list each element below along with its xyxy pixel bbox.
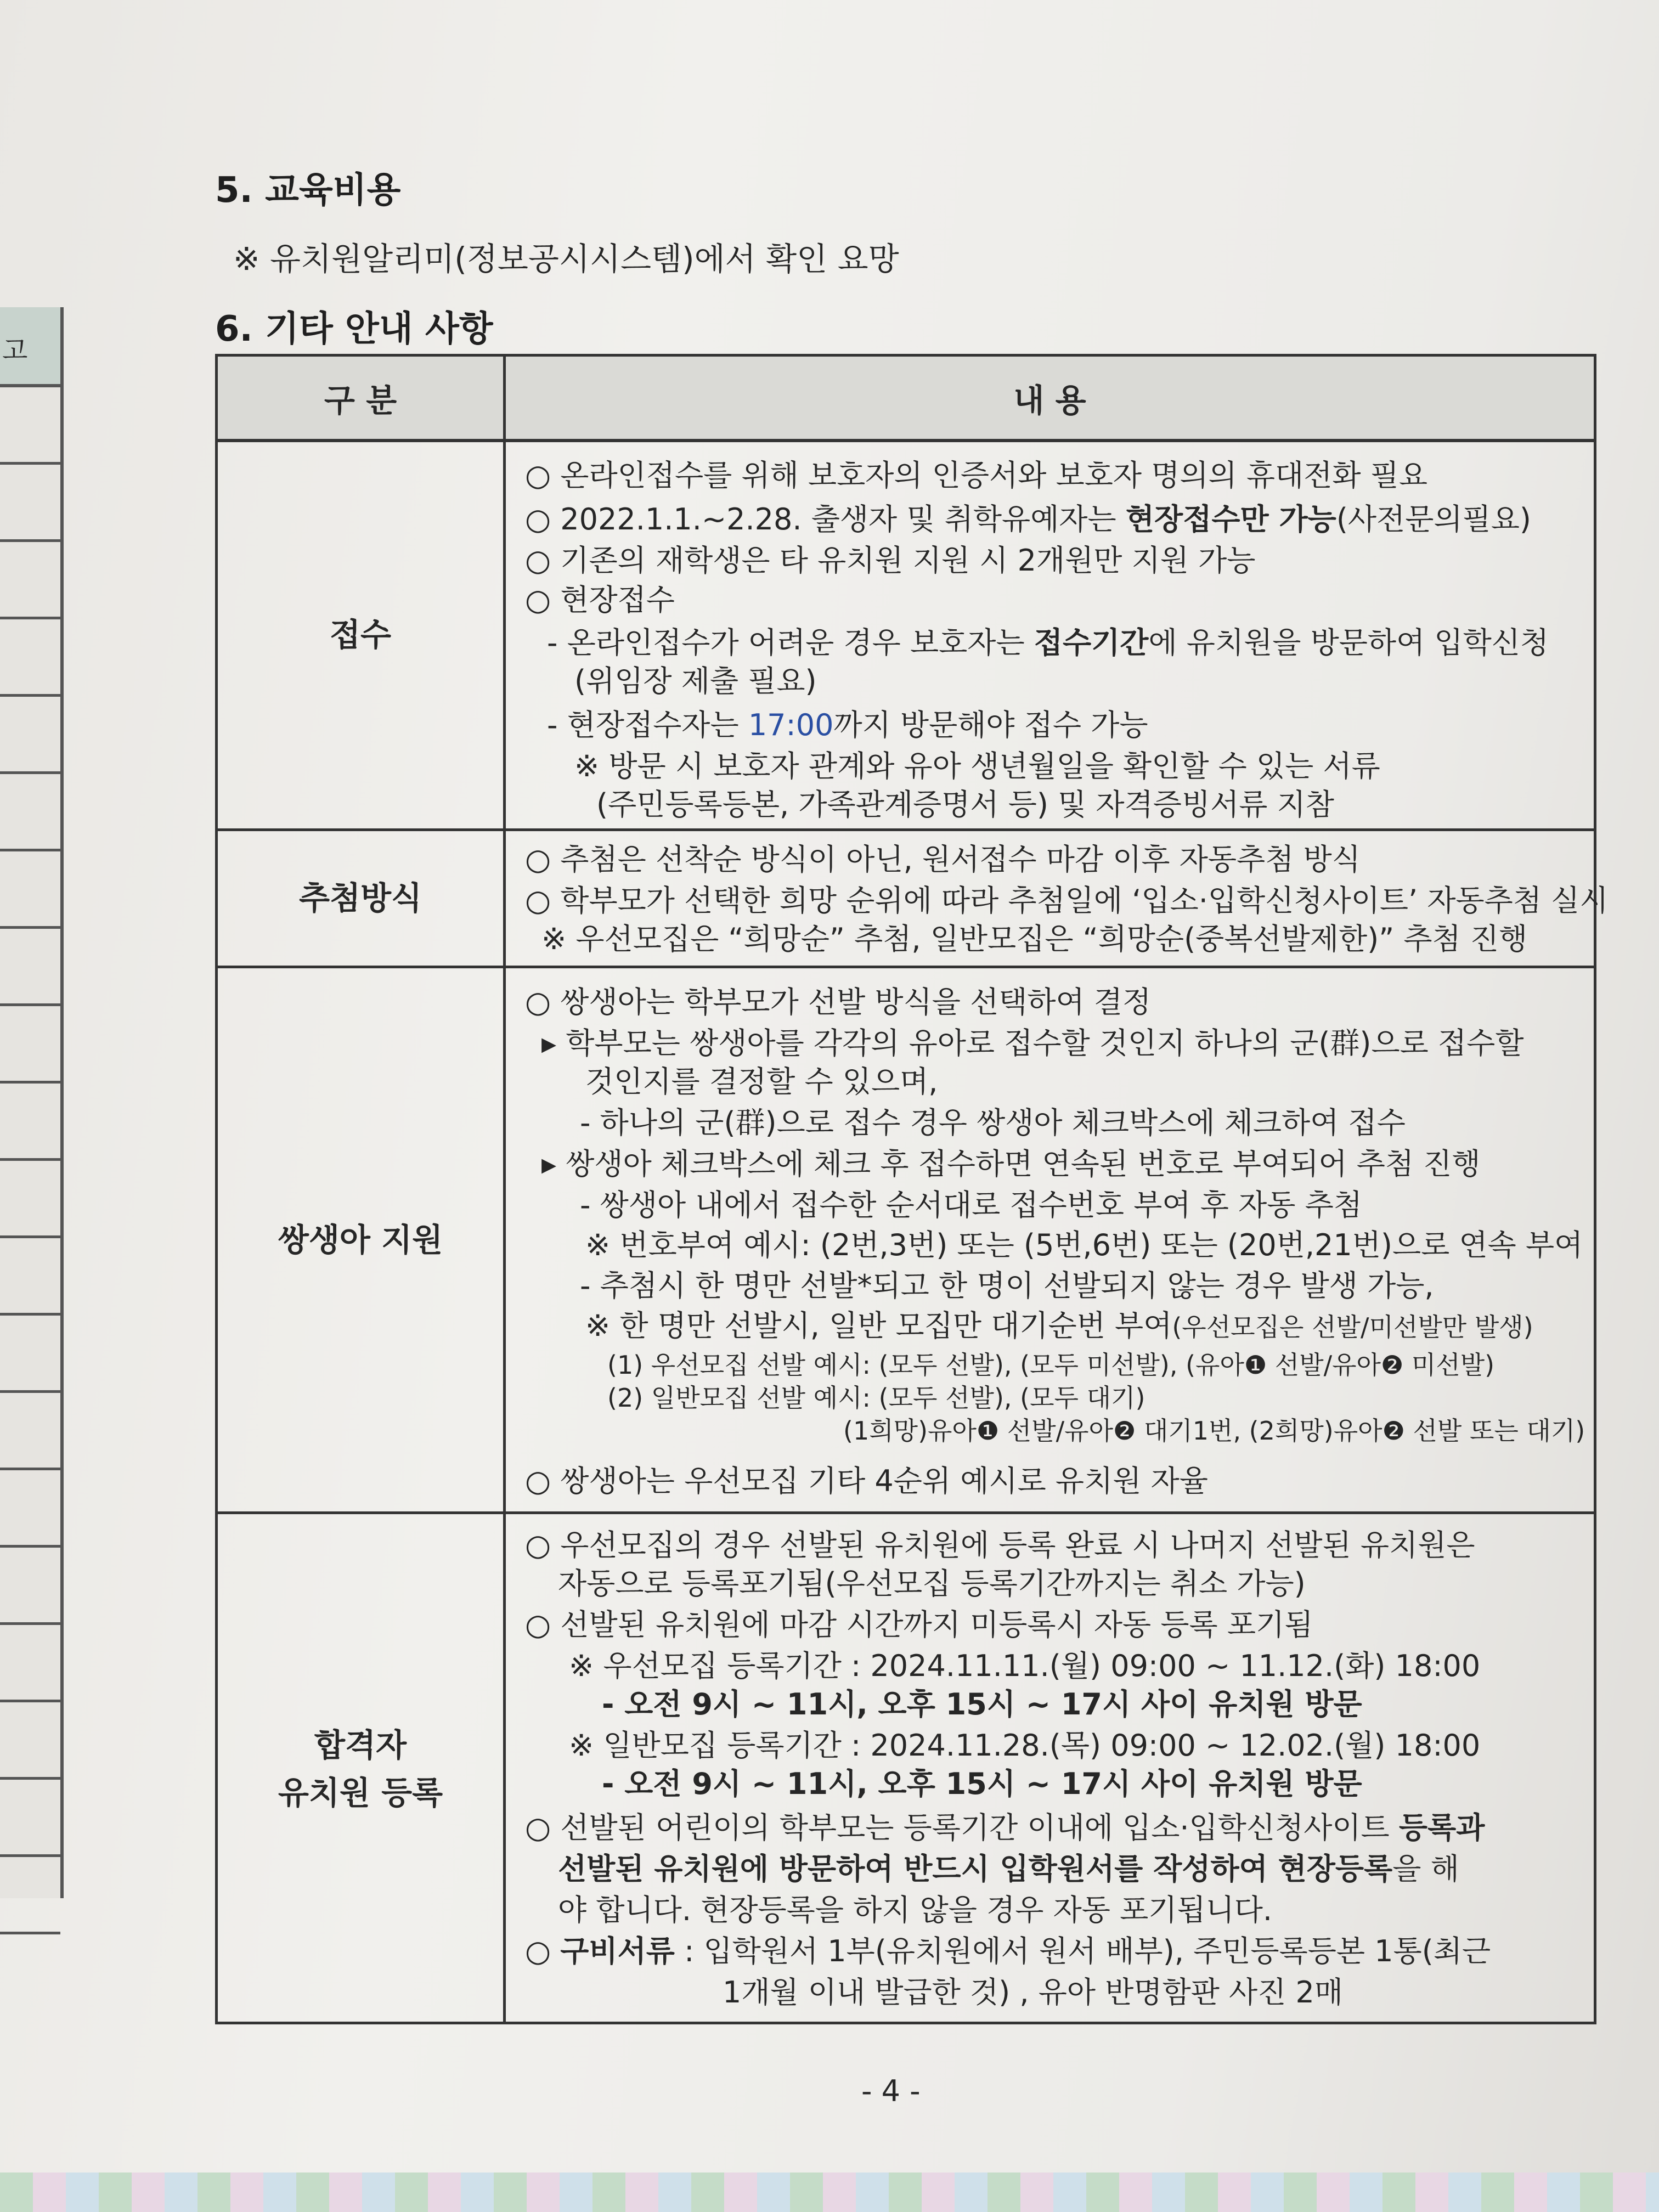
registration-line: 선발된 유치원에 방문하여 반드시 입학원서를 작성하여 현장등록을 해 [558,1852,1459,1886]
reception-line: - 현장접수자는 17:00까지 방문해야 접수 가능 [547,708,1148,742]
twins-line: ○ 쌍생아는 우선모집 기타 4순위 예시로 유치원 자율 [525,1464,1208,1498]
twins-line: - 쌍생아 내에서 접수한 순서대로 접수번호 부여 후 자동 추첨 [580,1188,1362,1222]
adjacent-page-mark: 고 [2,335,28,366]
twins-line: - 하나의 군(群)으로 접수 경우 쌍생아 체크박스에 체크하여 접수 [580,1105,1406,1140]
registration-line: - 오전 9시 ~ 11시, 오후 15시 ~ 17시 사이 유치원 방문 [602,1687,1362,1722]
twins-line: ▸ 학부모는 쌍생아를 각각의 유아로 접수할 것인지 하나의 군(群)으로 접수할 [541,1026,1524,1060]
section5-title: 5. 교육비용 [215,170,401,211]
section5-note: ※ 유치원알리미(정보공시시스템)에서 확인 요망 [233,240,899,278]
registration-line: ○ 구비서류 : 입학원서 1부(유치원에서 원서 배부), 주민등록등본 1통(최근 [525,1934,1491,1968]
row-label-lottery: 추첨방식 [298,879,422,917]
reception-line: ○ 2022.1.1.~2.28. 출생자 및 취학유예자는 현장접수만 가능(사전문의필요) [525,502,1531,537]
reception-line: ○ 현장접수 [525,583,675,617]
reception-line: (주민등록등본, 가족관계증명서 등) 및 자격증빙서류 지참 [596,787,1334,822]
twins-line: - 추첨시 한 명만 선발*되고 한 명이 선발되지 않는 경우 발생 가능, [580,1268,1434,1303]
lottery-line: ○ 추첨은 선착순 방식이 아닌, 원서접수 마감 이후 자동추첨 방식 [525,842,1361,877]
reception-line: ※ 방문 시 보호자 관계와 유아 생년월일을 확인할 수 있는 서류 [574,749,1380,783]
row-label-registration: 합격자 유치원 등록 [278,1726,443,1812]
twins-line: (1희망)유아❶ 선발/유아❷ 대기1번, (2희망)유아❷ 선발 또는 대기) [843,1416,1585,1446]
twins-line: (1) 우선모집 선발 예시: (모두 선발), (모두 미선발), (유아❶ 선발/유아❷ 미선발) [607,1350,1495,1380]
twins-line: ▸ 쌍생아 체크박스에 체크 후 접수하면 연속된 번호로 부여되어 추첨 진행 [541,1147,1481,1181]
row-label-reception: 접수 [329,616,392,653]
twins-line: ※ 한 명만 선발시, 일반 모집만 대기순번 부여(우선모집은 선발/미선발만 발생) [585,1308,1533,1343]
registration-line: ○ 우선모집의 경우 선발된 유치원에 등록 완료 시 나머지 선발된 유치원은 [525,1528,1475,1562]
registration-line: - 오전 9시 ~ 11시, 오후 15시 ~ 17시 사이 유치원 방문 [602,1767,1362,1801]
registration-line: ※ 일반모집 등록기간 : 2024.11.28.(목) 09:00 ~ 12.02.(월) 18:00 [569,1728,1481,1763]
twins-line: ○ 쌍생아는 학부모가 선발 방식을 선택하여 결정 [525,985,1152,1019]
reception-line: - 온라인접수가 어려운 경우 보호자는 접수기간에 유치원을 방문하여 입학신청 [547,625,1549,660]
reception-line: ○ 온라인접수를 위해 보호자의 인증서와 보호자 명의의 휴대전화 필요 [525,458,1428,493]
section6-title: 6. 기타 안내 사항 [215,309,493,349]
lottery-line: ○ 학부모가 선택한 희망 순위에 따라 추첨일에 ‘입소·입학신청사이트’ 자동추첨 실시 [525,883,1609,918]
registration-line: 자동으로 등록포기됨(우선모집 등록기간까지는 취소 가능) [558,1566,1306,1601]
header-content: 내 용 [1013,382,1086,419]
registration-line: ○ 선발된 어린이의 학부모는 등록기간 이내에 입소·입학신청사이트 등록과 [525,1810,1485,1845]
reception-line: (위임장 제출 필요) [574,664,817,698]
page-number: - 4 - [861,2074,921,2108]
adjacent-page-edge [0,307,64,1898]
twins-line: 것인지를 결정할 수 있으며, [585,1064,938,1099]
header-category: 구 분 [218,357,506,439]
registration-line: ※ 우선모집 등록기간 : 2024.11.11.(월) 09:00 ~ 11.12.(화) 18:00 [569,1649,1481,1683]
twins-line: (2) 일반모집 선발 예시: (모두 선발), (모두 대기) [607,1383,1146,1413]
twins-line: ※ 번호부여 예시: (2번,3번) 또는 (5번,6번) 또는 (20번,21번)으로 연속 부여 [585,1228,1583,1262]
lottery-line: ※ 우선모집은 “희망순” 추첨, 일반모집은 “희망순(중복선발제한)” 추첨 진행 [541,922,1528,956]
registration-line: 1개월 이내 발급한 것) , 유아 반명함판 사진 2매 [723,1975,1344,2010]
info-table [215,354,1609,2024]
table-header [218,357,1594,442]
row-label-twins: 쌍생아 지원 [278,1221,443,1259]
registration-line: 야 합니다. 현장등록을 하지 않을 경우 자동 포기됩니다. [558,1893,1273,1927]
registration-line: ○ 선발된 유치원에 마감 시간까지 미등록시 자동 등록 포기됨 [525,1607,1313,1642]
reception-line: ○ 기존의 재학생은 타 유치원 지원 시 2개원만 지원 가능 [525,543,1256,578]
background-surface [0,2172,1659,2212]
